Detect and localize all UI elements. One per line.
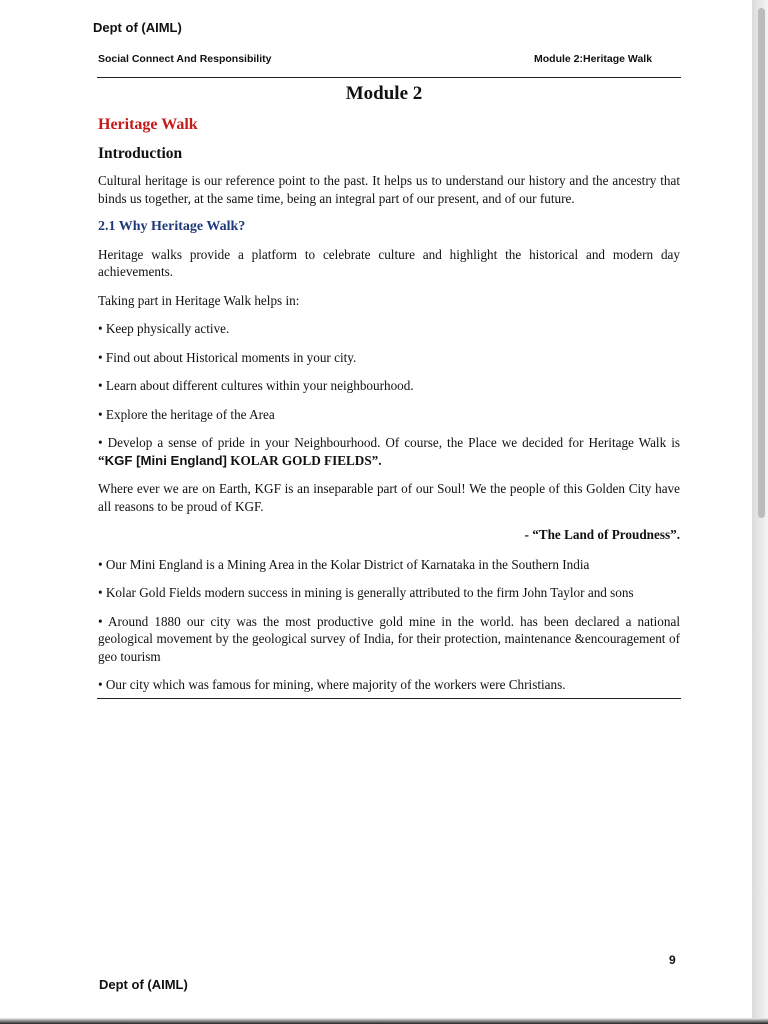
why-paragraph: Heritage walks provide a platform to celebrate culture and highlight the historical and modern day achievements. (98, 246, 680, 279)
dept-header: Dept of (AIML) (93, 20, 182, 35)
list-item: • Our Mini England is a Mining Area in the Kolar District of Karnataka in the Southern India (98, 556, 590, 572)
pride-list-item (98, 434, 680, 469)
kgf-name: KGF [Mini England] (104, 452, 227, 468)
header-divider (97, 77, 681, 78)
document-body (98, 116, 680, 699)
page-bottom-edge (0, 1018, 768, 1024)
kgf-full-name: KOLAR GOLD FIELDS”. (226, 452, 382, 468)
module-label: Module 2:Heritage Walk (534, 53, 653, 65)
heading-why-heritage-walk: 2.1 Why Heritage Walk? (98, 219, 246, 234)
land-of-proudness-quote: - “The Land of Proudness”. (524, 527, 680, 542)
course-title: Social Connect And Responsibility (98, 53, 272, 65)
list-item: • Explore the heritage of the Area (98, 406, 275, 422)
kgf-quote-open: “ (98, 452, 105, 468)
heading-introduction: Introduction (98, 144, 183, 162)
helps-in-paragraph: Taking part in Heritage Walk helps in: (98, 292, 300, 308)
page-number: 9 (669, 953, 676, 967)
module-title: Module 2 (345, 83, 423, 104)
soul-paragraph: Where ever we are on Earth, KGF is an inseparable part of our Soul! We the people of this Golden City have all reasons to be proud of KGF. (98, 481, 680, 514)
intro-paragraph: Cultural heritage is our reference point to the past. It helps us to understand our history and the ancestry that binds us together, at the same time, being an integral part of our present, and of our future. (98, 173, 680, 206)
list-item: • Keep physically active. (98, 321, 230, 336)
list-item: • Find out about Historical moments in your city. (98, 349, 357, 365)
list-item: • Learn about different cultures within your neighbourhood. (98, 378, 414, 393)
list-item: • Around 1880 our city was the most productive gold mine in the world. has been declared a national geological movement by the geological survey of India, for their protection, maintenance &encouragement of geo tourism (98, 613, 680, 664)
pride-text: • Develop a sense of pride in your Neighbourhood. Of course, the Place we decided for Heritage Walk is (98, 435, 680, 450)
dept-footer: Dept of (AIML) (99, 977, 188, 992)
section-end-divider (97, 698, 681, 699)
list-item: • Kolar Gold Fields modern success in mining is generally attributed to the firm John Taylor and sons (98, 585, 634, 600)
list-item: • Our city which was famous for mining, where majority of the workers were Christians. (98, 677, 566, 692)
heading-heritage-walk: Heritage Walk (98, 116, 198, 133)
